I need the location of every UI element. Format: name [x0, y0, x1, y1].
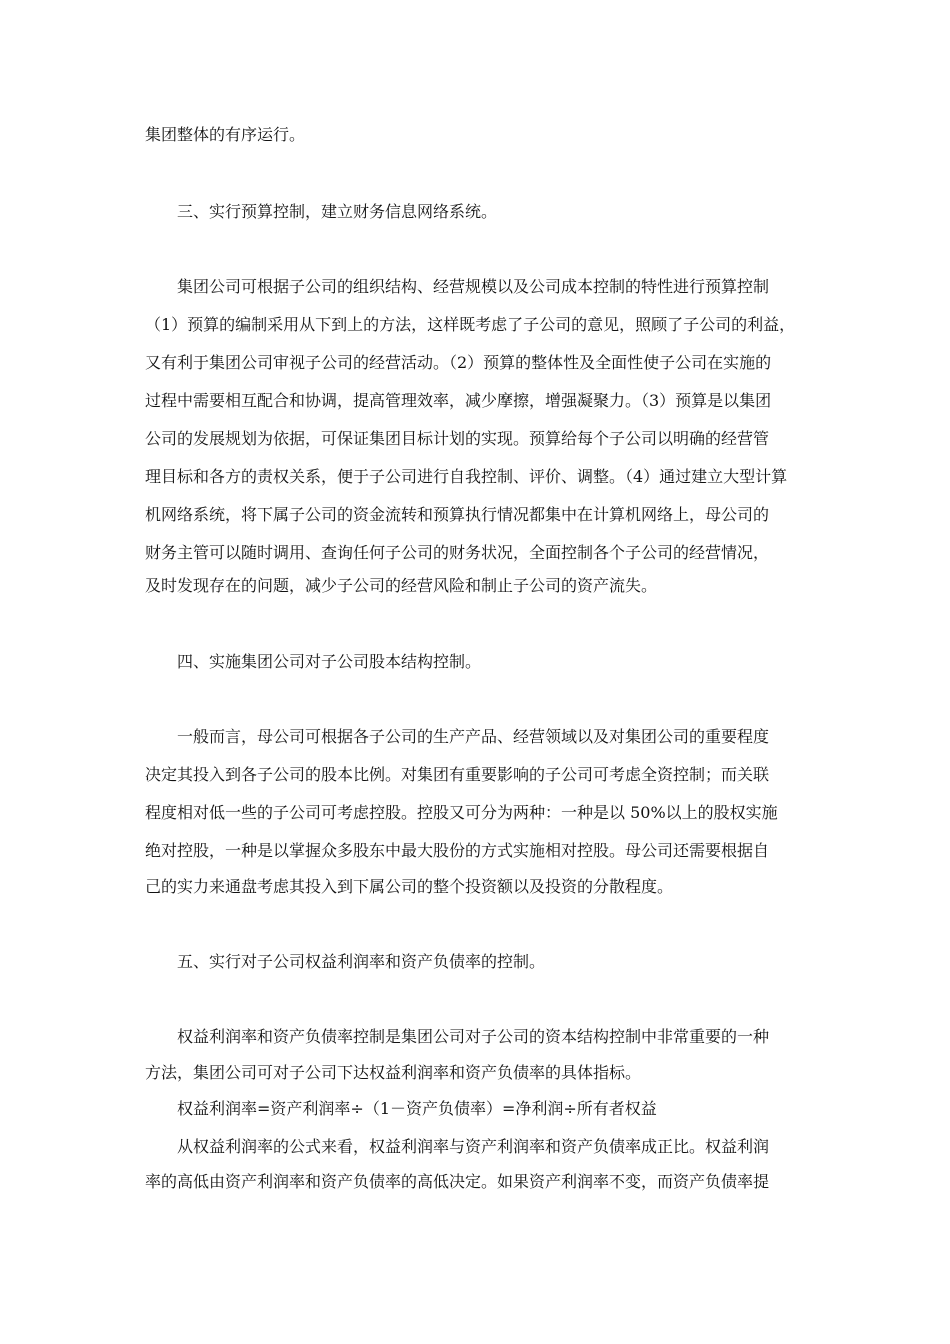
formula-line: 权益利润率=资产利润率÷（1－资产负债率）=净利润÷所有者权益: [177, 1099, 657, 1118]
text-line: 方法，集团公司可对子公司下达权益利润率和资产负债率的具体指标。: [145, 1063, 642, 1082]
text-line: 绝对控股，一种是以掌握众多股东中最大股份的方式实施相对控股。母公司还需要根据自: [145, 841, 770, 860]
text-line: 财务主管可以随时调用、查询任何子公司的财务状况，全面控制各个子公司的经营情况，: [145, 543, 770, 562]
text-line: 及时发现存在的问题，减少子公司的经营风险和制止子公司的资产流失。: [145, 576, 658, 595]
text-line: 决定其投入到各子公司的股本比例。对集团有重要影响的子公司可考虑全资控制；而关联: [145, 765, 770, 784]
text-line: 又有利于集团公司审视子公司的经营活动。（2）预算的整体性及全面性使子公司在实施的: [145, 353, 772, 372]
text-line: 集团公司可根据子公司的组织结构、经营规模以及公司成本控制的特性进行预算控制: [177, 277, 770, 296]
section-heading-4: 四、实施集团公司对子公司股本结构控制。: [177, 652, 482, 671]
text-line: 率的高低由资产利润率和资产负债率的高低决定。如果资产利润率不变，而资产负债率提: [145, 1172, 770, 1191]
text-line: 一般而言，母公司可根据各子公司的生产产品、经营领域以及对集团公司的重要程度: [177, 727, 770, 746]
text-line: 程度相对低一些的子公司可考虑控股。控股又可分为两种：一种是以 50%以上的股权实施: [145, 803, 778, 822]
text-line: （1）预算的编制采用从下到上的方法，这样既考虑了子公司的意见，照顾了子公司的利益，: [145, 315, 796, 334]
section-heading-5: 五、实行对子公司权益利润率和资产负债率的控制。: [177, 952, 546, 971]
text-line: 己的实力来通盘考虑其投入到下属公司的整个投资额以及投资的分散程度。: [145, 877, 674, 896]
text-line: 理目标和各方的责权关系，便于子公司进行自我控制、评价、调整。（4）通过建立大型计算: [145, 467, 788, 486]
text-line: 权益利润率和资产负债率控制是集团公司对子公司的资本结构控制中非常重要的一种: [177, 1027, 770, 1046]
text-line: 集团整体的有序运行。: [145, 125, 306, 144]
text-line: 公司的发展规划为依据，可保证集团目标计划的实现。预算给每个子公司以明确的经营管: [145, 429, 770, 448]
text-line: 机网络系统，将下属子公司的资金流转和预算执行情况都集中在计算机网络上，母公司的: [145, 505, 770, 524]
text-line: 过程中需要相互配合和协调，提高管理效率，减少摩擦，增强凝聚力。（3）预算是以集团: [145, 391, 772, 410]
text-line: 从权益利润率的公式来看，权益利润率与资产利润率和资产负债率成正比。权益利润: [177, 1137, 770, 1156]
section-heading-3: 三、实行预算控制，建立财务信息网络系统。: [177, 202, 498, 221]
